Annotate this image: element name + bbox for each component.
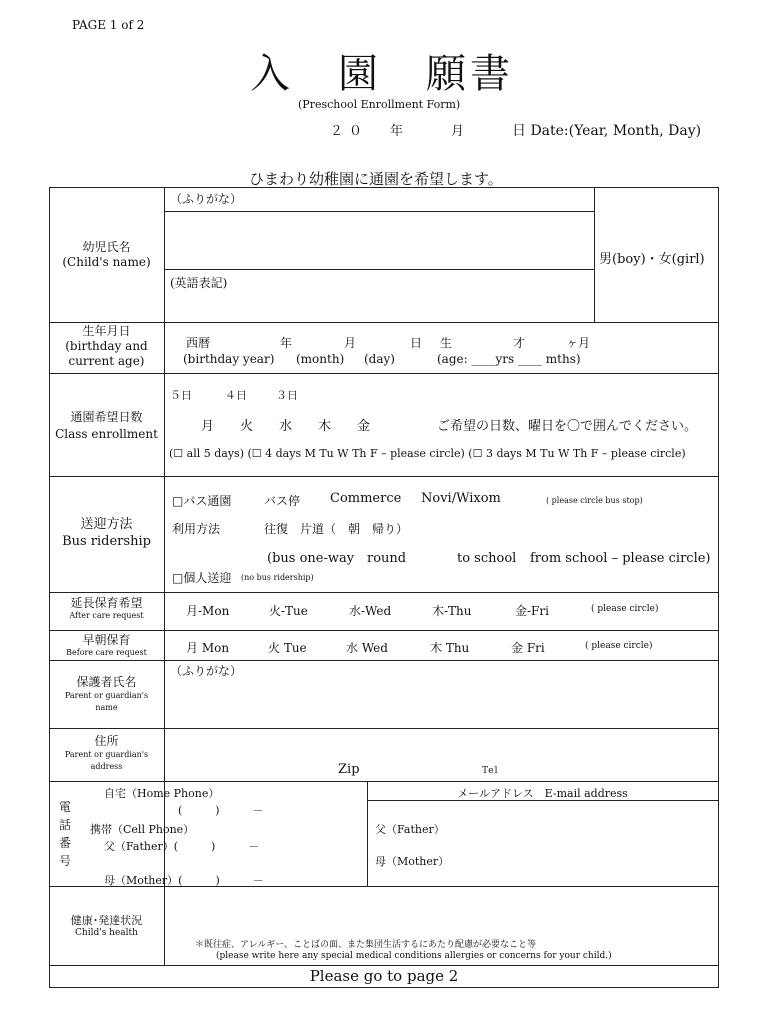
child-name-field[interactable] [166, 213, 592, 267]
guardian-label [49, 674, 164, 714]
date-era: ２０ [330, 124, 369, 139]
phone-label [55, 798, 75, 870]
guardian-label-en2: name [95, 703, 118, 712]
birthday-en-age: (age: ____yrs ____ mths) [437, 352, 581, 366]
phone-label-char-1: 電 [58, 800, 71, 814]
guardian-furigana-label: （ふりがな） [170, 664, 243, 678]
after-care-fri[interactable]: 金-Fri [515, 604, 549, 618]
date-day: 日 Date:(Year, Month, Day) [512, 123, 702, 139]
bus-stop-label: バス停 [264, 494, 301, 508]
address-label-en1: Parent or guardian's [64, 750, 149, 759]
mother-phone-field[interactable]: 母（Mother）( ) － [104, 874, 264, 887]
email-mother-field[interactable]: 母（Mother） [375, 855, 450, 868]
date-year: 年 [390, 124, 404, 139]
class-enrollment-label-en: Class enrollment [55, 427, 158, 441]
guardian-label-en1: Parent or guardian's [64, 691, 149, 700]
class-note: ご希望の日数、曜日を〇で囲んでください。 [437, 419, 698, 434]
guardian-name-field[interactable] [166, 680, 716, 726]
bus-label-jp: 送迎方法 [80, 517, 133, 532]
bus-stop-commerce[interactable]: Commerce [330, 491, 402, 506]
weekday-thu[interactable]: 木 [318, 419, 332, 434]
weekday-fri[interactable]: 金 [357, 419, 371, 434]
days-option-5[interactable]: ５日 [170, 389, 192, 402]
next-page-note: Please go to page 2 [309, 967, 459, 985]
birthday-label [49, 324, 164, 369]
bus-checkbox[interactable]: □バス通園 [172, 494, 232, 508]
phone-label-char-2: 話 [58, 818, 71, 832]
child-name-label-jp: 幼児氏名 [82, 240, 131, 254]
birthday-age-years: 才 [513, 336, 526, 350]
before-care-label-en: Before care request [66, 648, 147, 657]
after-care-thu[interactable]: 木-Thu [432, 604, 472, 618]
date-month: 月 [451, 124, 465, 139]
address-label-en2: address [90, 762, 123, 771]
birthday-en-year: (birthday year) [183, 352, 275, 366]
after-care-label [49, 594, 164, 620]
birthday-year: 年 [280, 336, 293, 350]
address-label-jp: 住所 [94, 734, 119, 748]
page-subtitle: (Preschool Enrollment Form) [298, 98, 461, 111]
before-care-label [49, 631, 164, 657]
before-care-note: ( please circle) [585, 641, 653, 651]
after-care-mon[interactable]: 月-Mon [186, 604, 230, 618]
page-label: PAGE 1 of 2 [72, 18, 145, 32]
cell-phone-label: 携帯（Cell Phone） [90, 823, 195, 836]
bus-use-options[interactable]: 往復 片道（ 朝 帰り） [264, 522, 409, 536]
before-care-thu[interactable]: 木 Thu [430, 641, 470, 655]
email-father-field[interactable]: 父（Father） [375, 823, 445, 836]
birthday-born: 生 [440, 336, 453, 350]
health-label-en: Child's health [75, 928, 138, 938]
email-header: メールアドレス E-mail address [457, 787, 628, 800]
birthday-en-month: (month) [296, 352, 345, 366]
guardian-label-jp: 保護者氏名 [76, 675, 137, 689]
before-care-label-jp: 早朝保育 [82, 633, 131, 647]
health-label-jp: 健康･発達状況 [70, 914, 143, 927]
birthday-label-en2: current age) [68, 354, 145, 368]
after-care-wed[interactable]: 水-Wed [349, 604, 392, 618]
gender-select[interactable]: 男(boy)・女(girl) [599, 252, 705, 267]
bus-label-en: Bus ridership [62, 534, 151, 549]
health-label [49, 912, 164, 938]
birthday-age-months: ヶ月 [566, 336, 591, 350]
bus-from-school[interactable]: from school – please circle) [530, 551, 711, 566]
tel-label: Tel [482, 766, 499, 776]
after-care-label-en: After care request [69, 611, 144, 620]
bus-label [49, 516, 164, 550]
phone-label-char-3: 番 [58, 836, 71, 850]
child-name-label [49, 238, 164, 269]
birthday-era: 西暦 [186, 336, 211, 350]
class-enrollment-label [49, 409, 164, 443]
health-field[interactable] [166, 888, 716, 934]
bus-stop-novi-wixom[interactable]: Novi/Wixom [421, 491, 501, 506]
before-care-fri[interactable]: 金 Fri [511, 641, 545, 655]
intro-text: ひまわり幼稚園に通園を希望します。 [249, 170, 503, 188]
class-enrollment-label-jp: 通園希望日数 [70, 410, 143, 424]
child-english-field[interactable] [166, 290, 592, 320]
health-note-jp: ＊既往症、アレルギー、ことばの面、また集団生活するにあたり配慮が必要なこと等 [195, 940, 537, 950]
private-transport-checkbox[interactable]: □個人送迎 [172, 571, 232, 585]
after-care-tue[interactable]: 火-Tue [269, 604, 308, 618]
father-phone-field[interactable]: 父（Father）( ) － [104, 840, 260, 853]
child-english-label: (英語表記) [170, 276, 228, 290]
bus-one-way[interactable]: (bus one-way [267, 551, 355, 566]
health-note-en: (please write here any special medical conditions allergies or concerns for your child.) [216, 951, 612, 961]
weekday-wed[interactable]: 水 [279, 419, 293, 434]
weekday-mon[interactable]: 月 [201, 419, 215, 434]
bus-round[interactable]: round [367, 551, 407, 566]
after-care-label-jp: 延長保育希望 [70, 596, 143, 610]
after-care-note: ( please circle) [591, 604, 659, 614]
page-title: 入 園 願書 [250, 51, 514, 97]
days-option-4[interactable]: ４日 [225, 389, 247, 402]
bus-use-label: 利用方法 [172, 522, 221, 536]
home-phone-label: 自宅（Home Phone） [104, 787, 220, 800]
birthday-day: 日 [410, 336, 423, 350]
child-furigana-label: （ふりがな） [170, 192, 243, 206]
before-care-tue[interactable]: 火 Tue [268, 641, 307, 655]
birthday-label-jp: 生年月日 [82, 324, 131, 338]
weekday-tue[interactable]: 火 [240, 419, 254, 434]
before-care-mon[interactable]: 月 Mon [186, 641, 230, 655]
birthday-en-day: (day) [364, 352, 395, 366]
birthday-label-en1: (birthday and [65, 339, 148, 353]
zip-label: Zip [338, 762, 360, 777]
phone-label-char-4: 号 [58, 854, 71, 868]
class-options-en[interactable]: (☐ all 5 days) (☐ 4 days M Tu W Th F – please circle) (☐ 3 days M Tu W Th F – please circle) [169, 447, 686, 460]
private-transport-note: (no bus ridership) [241, 573, 314, 582]
address-field[interactable] [166, 730, 716, 758]
bus-stop-note: ( please circle bus stop) [546, 496, 643, 505]
address-label [49, 733, 164, 773]
before-care-wed[interactable]: 水 Wed [346, 641, 388, 655]
bus-to-school[interactable]: to school [457, 551, 517, 566]
birthday-month: 月 [344, 336, 357, 350]
home-phone-field[interactable]: ( ) － [178, 804, 264, 817]
days-option-3[interactable]: ３日 [276, 389, 298, 402]
child-name-label-en: (Child's name) [62, 255, 151, 269]
